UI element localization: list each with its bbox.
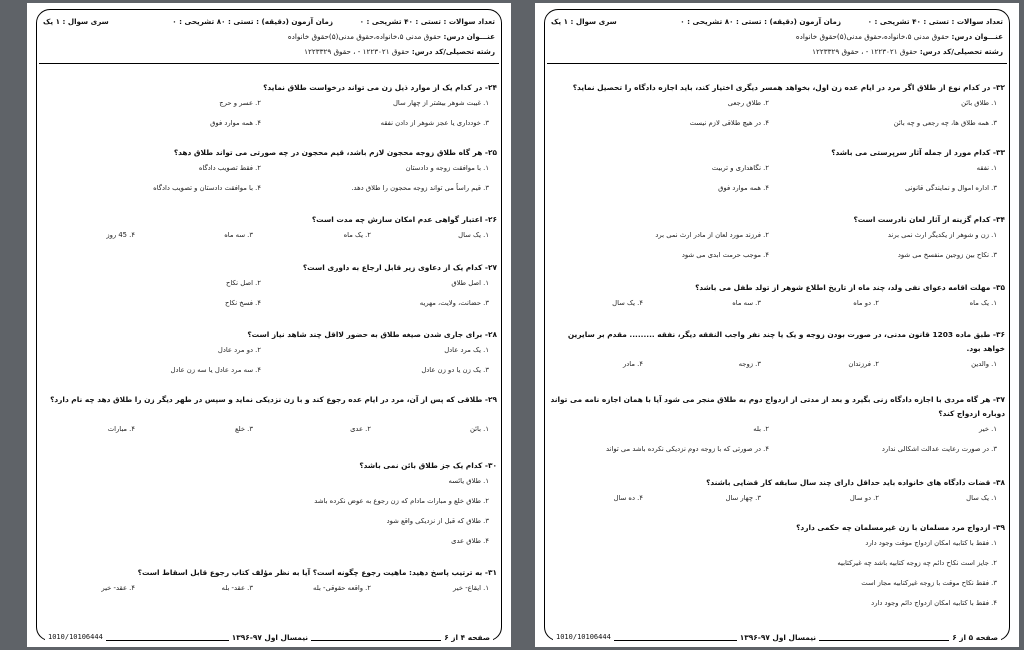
exam-page-5 <box>535 3 1019 647</box>
answer-option[interactable]: ۲. دو سال <box>849 494 879 502</box>
field-code: حقوق ۱۲۲۳۰۲۱ - ، حقوق ۱۲۲۳۳۲۹ <box>304 47 410 56</box>
question-text: ۳۵- مهلت اقامه دعوای نفی ولد، چند ماه از تاریخ اطلاع شوهر از تولد طفل می باشد؟ <box>695 283 1005 292</box>
answer-option[interactable]: ۳. خلع <box>234 425 253 433</box>
answer-option[interactable]: ۲. طلاق خلع و مبارات مادام که زن رجوع به عوض نکرده باشد <box>314 497 489 505</box>
answer-option[interactable]: ۲. فرزندان <box>848 360 879 368</box>
question-count: تعداد سوالات : تستی : ۴۰ تشریحی : ۰ <box>359 17 495 26</box>
answer-option[interactable]: ۱. یک سال <box>966 494 997 502</box>
answer-option[interactable]: ۲. واقعه حقوقی- بله <box>313 584 371 592</box>
answer-option[interactable]: ۴. مادر <box>623 360 643 368</box>
answer-option[interactable]: ۱. ایقاع- خیر <box>453 584 489 592</box>
course-title: حقوق مدنی ۵،خانواده،حقوق مدنی(۵)حقوق خانواده <box>795 32 950 41</box>
answer-option[interactable]: ۲. فرزند مورد لعان از مادر ارث نمی برد <box>655 231 769 239</box>
question-text: ۳۱- به ترتیب پاسخ دهید: ماهیت رجوع چگونه است؟ آیا به نظر مؤلف کتاب رجوع قابل اسقاط است؟ <box>137 568 497 577</box>
answer-option[interactable]: ۳. همه طلاق ها، چه رجعی و چه بائن <box>893 119 997 127</box>
answer-option[interactable]: ۱. والدین <box>971 360 997 368</box>
answer-option[interactable]: ۴. ده سال <box>613 494 643 502</box>
answer-option[interactable]: ۲. دو ماه <box>853 299 879 307</box>
answer-option[interactable]: ۳. سه ماه <box>732 299 761 307</box>
course-label: عنـــوان درس: <box>951 32 1003 41</box>
answer-option[interactable]: ۲. عسر و حرج <box>219 99 261 107</box>
question-text: ۲۸- برای جاری شدن صیغه طلاق به حضور لااقل چند شاهد نیاز است؟ <box>247 330 497 339</box>
answer-option[interactable]: ۴. همه موارد فوق <box>210 119 261 127</box>
answer-option[interactable]: ۲. یک ماه <box>343 231 371 239</box>
answer-option[interactable]: ۴. همه موارد فوق <box>718 184 769 192</box>
answer-option[interactable]: ۲. طلاق رجعی <box>727 99 769 107</box>
question-text: ۲۹- طلاقی که پس از آن، مرد در ایام عده رجوع کند و با زن نزدیکی نماید و سپس در طهر دیگر زن را طلاق دهد چه نام دارد؟ <box>50 395 497 404</box>
header-divider <box>39 63 499 64</box>
answer-option[interactable]: ۱. زن و شوهر از یکدیگر ارث نمی برند <box>887 231 997 239</box>
answer-option[interactable]: ۱. بائن <box>469 425 489 433</box>
answer-option[interactable]: ۳. یک زن یا دو زن عادل <box>421 366 489 374</box>
answer-option[interactable]: ۳. چهار سال <box>725 494 761 502</box>
answer-option[interactable]: ۱. طلاق یائسه <box>448 477 489 485</box>
question-text: ۲۷- کدام یک از دعاوی زیر قابل ارجاع به داوری است؟ <box>302 263 497 272</box>
course-title: حقوق مدنی ۵،خانواده،حقوق مدنی(۵)حقوق خانواده <box>287 32 442 41</box>
question-series: سری سوال : ۱ یک <box>43 17 109 26</box>
exam-code: 1010/10106444 <box>45 633 106 641</box>
answer-option[interactable]: ۴. در هیچ طلاقی لازم نیست <box>689 119 769 127</box>
question-text: ۳۶- طبق ماده 1203 قانون مدنی، در صورت بودن زوجه و یک یا چند نفر واجب النفقه دیگر، نفقه ......... مقدم بر سایرین خواهد بود. <box>567 330 1005 353</box>
answer-option[interactable]: ۳. اداره اموال و نمایندگی قانونی <box>905 184 997 192</box>
field-code: حقوق ۱۲۲۳۰۲۱ - ، حقوق ۱۲۲۳۳۲۹ <box>812 47 918 56</box>
question-text: ۳۸- قضات دادگاه های خانواده باید حداقل دارای چند سال سابقه کار قضایی باشند؟ <box>706 478 1005 487</box>
question-text: ۳۰- کدام یک جز طلاق بائن نمی باشد؟ <box>359 461 497 470</box>
answer-option[interactable]: ۱. یک سال <box>458 231 489 239</box>
answer-option[interactable]: ۳. حضانت، ولایت، مهریه <box>419 299 489 307</box>
exam-time: زمان آزمون (دقیقه) : تستی : ۸۰ تشریحی : ۰ <box>172 17 333 26</box>
question-text: ۲۴- در کدام یک از موارد ذیل زن می تواند درخواست طلاق نماید؟ <box>263 83 497 92</box>
answer-option[interactable]: ۲. عدی <box>350 425 371 433</box>
question-text: ۳۴- کدام گزینه از آثار لعان نادرست است؟ <box>853 215 1005 224</box>
page-number: صفحه ۴ از ۶ <box>441 633 493 642</box>
answer-option[interactable]: ۴. در صورتی که با زوجه دوم نزدیکی نکرده باشد می تواند <box>605 445 769 453</box>
answer-option[interactable]: ۲. جایز است نکاح دائم چه زوجه کتابیه باشد چه غیرکتابیه <box>837 559 997 567</box>
answer-option[interactable]: ۴. با موافقت دادستان و تصویب دادگاه <box>153 184 261 192</box>
answer-option[interactable]: ۳. طلاق که قبل از نزدیکی واقع شود <box>386 517 489 525</box>
answer-option[interactable]: ۳. سه ماه <box>224 231 253 239</box>
answer-option[interactable]: ۴. یک سال <box>612 299 643 307</box>
answer-option[interactable]: ۳. زوجه <box>738 360 761 368</box>
answer-option[interactable]: ۳. نکاح بین زوجین منفسخ می شود <box>897 251 997 259</box>
question-series: سری سوال : ۱ یک <box>551 17 617 26</box>
question-text: ۲۶- اعتبار گواهی عدم امکان سازش چه مدت است؟ <box>311 215 497 224</box>
answer-option[interactable]: ۴. 45 روز <box>106 231 135 239</box>
answer-option[interactable]: ۴. عقد- خیر <box>101 584 135 592</box>
answer-option[interactable]: ۱. یک ماه <box>969 299 997 307</box>
answer-option[interactable]: ۱. اصل طلاق <box>451 279 489 287</box>
question-text: ۳۲- در کدام نوع از طلاق اگر مرد در ایام عده زن اول، بخواهد همسر دیگری اختیار کند، باید اجازه دادگاه را تحصیل نماید؟ <box>572 83 1005 92</box>
answer-option[interactable]: ۱. نفقه <box>976 164 997 172</box>
answer-option[interactable]: ۱. طلاق بائن <box>961 99 997 107</box>
question-text: ۲۵- هر گاه طلاق زوجه محجون لازم باشد، قیم محجون در چه صورتی می تواند طلاق دهد؟ <box>173 148 497 157</box>
answer-option[interactable]: ۴. طلاق عدی <box>451 537 489 545</box>
answer-option[interactable]: ۲. بله <box>753 425 769 433</box>
answer-option[interactable]: ۴. مبارات <box>107 425 135 433</box>
answer-option[interactable]: ۳. در صورت رعایت عدالت اشکالی ندارد <box>881 445 997 453</box>
answer-option[interactable]: ۲. نگاهداری و تربیت <box>711 164 769 172</box>
answer-option[interactable]: ۱. فقط با کتابیه امکان ازدواج موقت وجود دارد <box>865 539 997 547</box>
answer-option[interactable]: ۲. فقط تصویب دادگاه <box>198 164 261 172</box>
page-number: صفحه ۵ از ۶ <box>949 633 1001 642</box>
answer-option[interactable]: ۲. دو مرد عادل <box>217 346 261 354</box>
question-text: ۳۷- هر گاه مردی با اجازه دادگاه زنی بگیرد و بعد از مدتی از ازدواج دوم به طلاق منجر می شود آیا با همان اجازه نامه می تواند دوباره ازدواج کند؟ <box>550 395 1005 418</box>
header-divider <box>547 63 1007 64</box>
answer-option[interactable]: ۱. یک مرد عادل <box>444 346 489 354</box>
answer-option[interactable]: ۳. فقط نکاح موقت با زوجه غیرکتابیه مجاز است <box>861 579 997 587</box>
course-label: عنـــوان درس: <box>443 32 495 41</box>
exam-page-4 <box>27 3 511 647</box>
answer-option[interactable]: ۴. فسخ نکاح <box>225 299 261 307</box>
term-label: نیمسال اول ۹۷-۱۳۹۶ <box>229 633 311 642</box>
question-text: ۳۹- ازدواج مرد مسلمان با زن غیرمسلمان چه حکمی دارد؟ <box>796 523 1005 532</box>
answer-option[interactable]: ۴. فقط با کتابیه امکان ازدواج دائم وجود دارد <box>871 599 997 607</box>
field-label: رشته تحصیلی/کد درس: <box>411 47 495 56</box>
answer-option[interactable]: ۴. سه مرد عادل یا سه زن عادل <box>170 366 261 374</box>
question-count: تعداد سوالات : تستی : ۴۰ تشریحی : ۰ <box>867 17 1003 26</box>
answer-option[interactable]: ۱. خیر <box>979 425 997 433</box>
answer-option[interactable]: ۱. با موافقت زوجه و دادستان <box>405 164 489 172</box>
answer-option[interactable]: ۱. غیبت شوهر بیشتر از چهار سال <box>392 99 489 107</box>
answer-option[interactable]: ۳. عقد- بله <box>221 584 253 592</box>
answer-option[interactable]: ۳. قیم راساً می تواند زوجه محجون را طلاق دهد. <box>351 184 489 192</box>
question-text: ۳۳- کدام مورد از جمله آثار سرپرستی می باشد؟ <box>831 148 1005 157</box>
term-label: نیمسال اول ۹۷-۱۳۹۶ <box>737 633 819 642</box>
exam-code: 1010/10106444 <box>553 633 614 641</box>
exam-time: زمان آزمون (دقیقه) : تستی : ۸۰ تشریحی : ۰ <box>680 17 841 26</box>
answer-option[interactable]: ۴. موجب حرمت ابدی می شود <box>681 251 769 259</box>
answer-option[interactable]: ۳. خودداری یا عجز شوهر از دادن نفقه <box>380 119 489 127</box>
field-label: رشته تحصیلی/کد درس: <box>919 47 1003 56</box>
answer-option[interactable]: ۲. اصل نکاح <box>225 279 261 287</box>
